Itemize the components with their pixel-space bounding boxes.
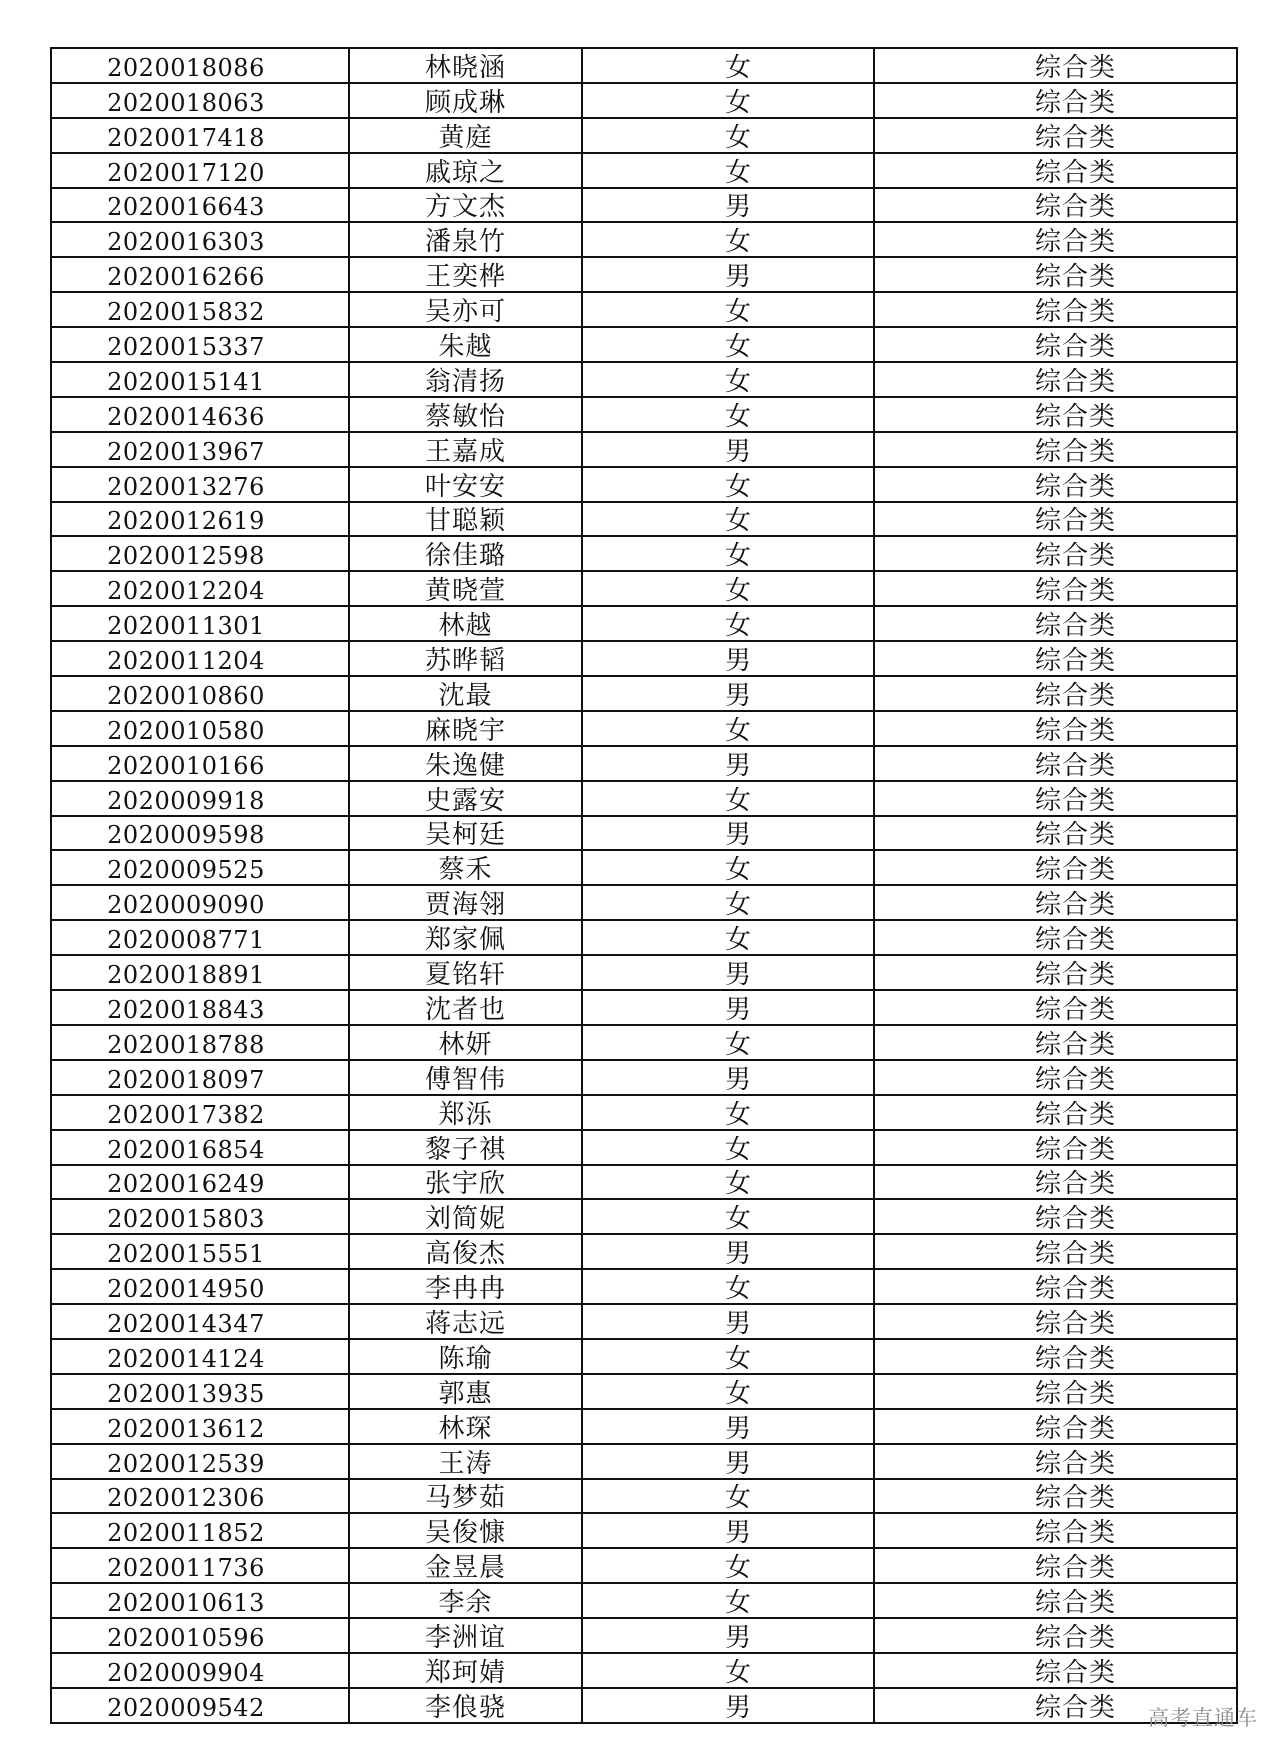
gender-cell: 男 <box>582 955 874 990</box>
student-name-cell: 戚琼之 <box>349 153 582 188</box>
student-name-cell: 李余 <box>349 1583 582 1618</box>
student-name-cell: 贾海翎 <box>349 885 582 920</box>
gender-cell: 男 <box>582 676 874 711</box>
table-row <box>51 746 1237 781</box>
student-name-cell: 顾成琳 <box>349 83 582 118</box>
gender-cell: 女 <box>582 1025 874 1060</box>
student-name-cell: 黎子祺 <box>349 1130 582 1165</box>
student-id-cell: 2020015803 <box>51 1199 349 1234</box>
table-row <box>51 990 1237 1025</box>
student-name-cell: 沈最 <box>349 676 582 711</box>
table-row <box>51 1304 1237 1339</box>
student-id-cell: 2020012619 <box>51 502 349 537</box>
category-cell: 综合类 <box>874 153 1237 188</box>
category-cell: 综合类 <box>874 1688 1237 1723</box>
student-name-cell: 吴柯廷 <box>349 816 582 851</box>
student-name-cell: 王奕桦 <box>349 257 582 292</box>
student-id-cell: 2020011736 <box>51 1548 349 1583</box>
student-name-cell: 吴俊慷 <box>349 1513 582 1548</box>
gender-cell: 男 <box>582 1618 874 1653</box>
category-cell: 综合类 <box>874 1583 1237 1618</box>
category-cell: 综合类 <box>874 362 1237 397</box>
student-name-cell: 苏晔韬 <box>349 641 582 676</box>
category-cell: 综合类 <box>874 1409 1237 1444</box>
table-row <box>51 1199 1237 1234</box>
gender-cell: 男 <box>582 432 874 467</box>
gender-cell: 女 <box>582 48 874 83</box>
gender-cell: 男 <box>582 257 874 292</box>
gender-cell: 女 <box>582 83 874 118</box>
student-id-cell: 2020014636 <box>51 397 349 432</box>
student-id-cell: 2020017120 <box>51 153 349 188</box>
category-cell: 综合类 <box>874 990 1237 1025</box>
table-row <box>51 1269 1237 1304</box>
category-cell: 综合类 <box>874 1548 1237 1583</box>
student-name-cell: 沈者也 <box>349 990 582 1025</box>
category-cell: 综合类 <box>874 118 1237 153</box>
category-cell: 综合类 <box>874 955 1237 990</box>
table-row <box>51 885 1237 920</box>
category-cell: 综合类 <box>874 188 1237 223</box>
gender-cell: 女 <box>582 327 874 362</box>
category-cell: 综合类 <box>874 571 1237 606</box>
student-id-cell: 2020014124 <box>51 1339 349 1374</box>
category-cell: 综合类 <box>874 1269 1237 1304</box>
category-cell: 综合类 <box>874 432 1237 467</box>
table-row <box>51 1409 1237 1444</box>
gender-cell: 男 <box>582 1060 874 1095</box>
gender-cell: 女 <box>582 606 874 641</box>
table-row <box>51 606 1237 641</box>
student-id-cell: 2020010596 <box>51 1618 349 1653</box>
gender-cell: 男 <box>582 188 874 223</box>
student-id-cell: 2020009525 <box>51 850 349 885</box>
category-cell: 综合类 <box>874 1130 1237 1165</box>
student-id-cell: 2020012204 <box>51 571 349 606</box>
student-name-cell: 王涛 <box>349 1444 582 1479</box>
student-name-cell: 叶安安 <box>349 467 582 502</box>
gender-cell: 男 <box>582 641 874 676</box>
category-cell: 综合类 <box>874 467 1237 502</box>
student-name-cell: 林晓涵 <box>349 48 582 83</box>
category-cell: 综合类 <box>874 1165 1237 1200</box>
category-cell: 综合类 <box>874 1339 1237 1374</box>
student-id-cell: 2020016249 <box>51 1165 349 1200</box>
category-cell: 综合类 <box>874 1304 1237 1339</box>
student-name-cell: 甘聪颖 <box>349 502 582 537</box>
student-name-cell: 朱逸健 <box>349 746 582 781</box>
gender-cell: 女 <box>582 292 874 327</box>
student-id-cell: 2020013967 <box>51 432 349 467</box>
table-row <box>51 1025 1237 1060</box>
gender-cell: 女 <box>582 1199 874 1234</box>
student-id-cell: 2020018086 <box>51 48 349 83</box>
student-id-cell: 2020009542 <box>51 1688 349 1723</box>
gender-cell: 女 <box>582 920 874 955</box>
table-row <box>51 118 1237 153</box>
gender-cell: 男 <box>582 816 874 851</box>
category-cell: 综合类 <box>874 257 1237 292</box>
gender-cell: 男 <box>582 1513 874 1548</box>
watermark-text: 高考直通车 <box>1148 1706 1258 1730</box>
student-name-cell: 陈瑜 <box>349 1339 582 1374</box>
category-cell: 综合类 <box>874 1513 1237 1548</box>
table-row <box>51 188 1237 223</box>
category-cell: 综合类 <box>874 1374 1237 1409</box>
table-row <box>51 571 1237 606</box>
student-id-cell: 2020012598 <box>51 536 349 571</box>
student-id-cell: 2020015337 <box>51 327 349 362</box>
table-row <box>51 153 1237 188</box>
category-cell: 综合类 <box>874 816 1237 851</box>
student-id-cell: 2020011204 <box>51 641 349 676</box>
student-id-cell: 2020018788 <box>51 1025 349 1060</box>
student-id-cell: 2020009918 <box>51 781 349 816</box>
student-name-cell: 方文杰 <box>349 188 582 223</box>
student-name-cell: 林越 <box>349 606 582 641</box>
student-name-cell: 潘泉竹 <box>349 222 582 257</box>
gender-cell: 女 <box>582 397 874 432</box>
student-id-cell: 2020016643 <box>51 188 349 223</box>
category-cell: 综合类 <box>874 292 1237 327</box>
student-id-cell: 2020017382 <box>51 1095 349 1130</box>
table-row <box>51 257 1237 292</box>
table-row <box>51 48 1237 83</box>
table-row <box>51 1548 1237 1583</box>
gender-cell: 女 <box>582 1653 874 1688</box>
gender-cell: 女 <box>582 153 874 188</box>
student-id-cell: 2020015141 <box>51 362 349 397</box>
student-name-cell: 张宇欣 <box>349 1165 582 1200</box>
gender-cell: 女 <box>582 502 874 537</box>
category-cell: 综合类 <box>874 83 1237 118</box>
student-name-cell: 黄庭 <box>349 118 582 153</box>
category-cell: 综合类 <box>874 48 1237 83</box>
gender-cell: 男 <box>582 1688 874 1723</box>
table-row <box>51 1060 1237 1095</box>
gender-cell: 女 <box>582 1269 874 1304</box>
category-cell: 综合类 <box>874 1199 1237 1234</box>
student-name-cell: 李俍骁 <box>349 1688 582 1723</box>
category-cell: 综合类 <box>874 711 1237 746</box>
student-id-cell: 2020009598 <box>51 816 349 851</box>
gender-cell: 女 <box>582 1130 874 1165</box>
gender-cell: 女 <box>582 1165 874 1200</box>
table-row <box>51 955 1237 990</box>
student-id-cell: 2020010613 <box>51 1583 349 1618</box>
table-row <box>51 1339 1237 1374</box>
student-id-cell: 2020018843 <box>51 990 349 1025</box>
category-cell: 综合类 <box>874 850 1237 885</box>
student-id-cell: 2020010860 <box>51 676 349 711</box>
student-name-cell: 马梦茹 <box>349 1479 582 1514</box>
student-name-cell: 王嘉成 <box>349 432 582 467</box>
roster-sheet <box>50 47 1236 1724</box>
student-name-cell: 李洲谊 <box>349 1618 582 1653</box>
student-name-cell: 蒋志远 <box>349 1304 582 1339</box>
student-name-cell: 翁清扬 <box>349 362 582 397</box>
category-cell: 综合类 <box>874 1618 1237 1653</box>
category-cell: 综合类 <box>874 397 1237 432</box>
table-row <box>51 1618 1237 1653</box>
student-id-cell: 2020016266 <box>51 257 349 292</box>
gender-cell: 女 <box>582 1339 874 1374</box>
student-name-cell: 林琛 <box>349 1409 582 1444</box>
table-row <box>51 676 1237 711</box>
student-name-cell: 郑珂婧 <box>349 1653 582 1688</box>
category-cell: 综合类 <box>874 222 1237 257</box>
category-cell: 综合类 <box>874 676 1237 711</box>
student-id-cell: 2020018097 <box>51 1060 349 1095</box>
table-row <box>51 1374 1237 1409</box>
category-cell: 综合类 <box>874 1444 1237 1479</box>
table-row <box>51 1513 1237 1548</box>
category-cell: 综合类 <box>874 641 1237 676</box>
student-name-cell: 夏铭轩 <box>349 955 582 990</box>
category-cell: 综合类 <box>874 1095 1237 1130</box>
table-row <box>51 781 1237 816</box>
student-id-cell: 2020012306 <box>51 1479 349 1514</box>
student-id-cell: 2020013612 <box>51 1409 349 1444</box>
student-name-cell: 林妍 <box>349 1025 582 1060</box>
table-row <box>51 362 1237 397</box>
student-name-cell: 高俊杰 <box>349 1234 582 1269</box>
gender-cell: 女 <box>582 362 874 397</box>
student-name-cell: 刘简妮 <box>349 1199 582 1234</box>
student-name-cell: 郑泺 <box>349 1095 582 1130</box>
category-cell: 综合类 <box>874 1479 1237 1514</box>
category-cell: 综合类 <box>874 327 1237 362</box>
table-row <box>51 816 1237 851</box>
student-id-cell: 2020010580 <box>51 711 349 746</box>
gender-cell: 女 <box>582 1548 874 1583</box>
student-id-cell: 2020014347 <box>51 1304 349 1339</box>
table-row <box>51 1653 1237 1688</box>
student-id-cell: 2020012539 <box>51 1444 349 1479</box>
table-row <box>51 711 1237 746</box>
table-row <box>51 850 1237 885</box>
table-row <box>51 83 1237 118</box>
category-cell: 综合类 <box>874 920 1237 955</box>
gender-cell: 女 <box>582 222 874 257</box>
student-id-cell: 2020009904 <box>51 1653 349 1688</box>
table-row <box>51 292 1237 327</box>
student-id-cell: 2020014950 <box>51 1269 349 1304</box>
table-row <box>51 1583 1237 1618</box>
student-name-cell: 郑家佩 <box>349 920 582 955</box>
student-name-cell: 徐佳璐 <box>349 536 582 571</box>
category-cell: 综合类 <box>874 606 1237 641</box>
table-row <box>51 920 1237 955</box>
gender-cell: 女 <box>582 781 874 816</box>
student-id-cell: 2020009090 <box>51 885 349 920</box>
student-id-cell: 2020011852 <box>51 1513 349 1548</box>
student-id-cell: 2020018891 <box>51 955 349 990</box>
gender-cell: 男 <box>582 990 874 1025</box>
student-id-cell: 2020010166 <box>51 746 349 781</box>
roster-table-body <box>51 48 1237 1723</box>
gender-cell: 女 <box>582 885 874 920</box>
gender-cell: 男 <box>582 1304 874 1339</box>
table-row <box>51 1688 1237 1723</box>
gender-cell: 女 <box>582 1583 874 1618</box>
gender-cell: 女 <box>582 1479 874 1514</box>
gender-cell: 女 <box>582 850 874 885</box>
gender-cell: 男 <box>582 1409 874 1444</box>
table-row <box>51 536 1237 571</box>
student-id-cell: 2020013935 <box>51 1374 349 1409</box>
student-id-cell: 2020011301 <box>51 606 349 641</box>
student-id-cell: 2020018063 <box>51 83 349 118</box>
gender-cell: 女 <box>582 1374 874 1409</box>
student-name-cell: 史露安 <box>349 781 582 816</box>
student-name-cell: 金昱晨 <box>349 1548 582 1583</box>
table-row <box>51 1479 1237 1514</box>
gender-cell: 男 <box>582 746 874 781</box>
gender-cell: 女 <box>582 536 874 571</box>
student-name-cell: 吴亦可 <box>349 292 582 327</box>
student-name-cell: 蔡禾 <box>349 850 582 885</box>
student-name-cell: 郭惠 <box>349 1374 582 1409</box>
student-name-cell: 朱越 <box>349 327 582 362</box>
roster-table <box>50 47 1238 1724</box>
table-row <box>51 467 1237 502</box>
category-cell: 综合类 <box>874 1234 1237 1269</box>
table-row <box>51 1444 1237 1479</box>
gender-cell: 女 <box>582 711 874 746</box>
gender-cell: 男 <box>582 1234 874 1269</box>
student-name-cell: 蔡敏怡 <box>349 397 582 432</box>
table-row <box>51 1130 1237 1165</box>
student-id-cell: 2020016854 <box>51 1130 349 1165</box>
student-id-cell: 2020015832 <box>51 292 349 327</box>
table-row <box>51 327 1237 362</box>
category-cell: 综合类 <box>874 1060 1237 1095</box>
student-id-cell: 2020016303 <box>51 222 349 257</box>
table-row <box>51 432 1237 467</box>
student-name-cell: 黄晓萱 <box>349 571 582 606</box>
table-row <box>51 1095 1237 1130</box>
gender-cell: 女 <box>582 571 874 606</box>
category-cell: 综合类 <box>874 1025 1237 1060</box>
student-id-cell: 2020013276 <box>51 467 349 502</box>
category-cell: 综合类 <box>874 885 1237 920</box>
student-name-cell: 麻晓宇 <box>349 711 582 746</box>
gender-cell: 女 <box>582 467 874 502</box>
category-cell: 综合类 <box>874 746 1237 781</box>
student-id-cell: 2020017418 <box>51 118 349 153</box>
gender-cell: 女 <box>582 118 874 153</box>
gender-cell: 男 <box>582 1444 874 1479</box>
gender-cell: 女 <box>582 1095 874 1130</box>
table-row <box>51 502 1237 537</box>
table-row <box>51 397 1237 432</box>
table-row <box>51 641 1237 676</box>
category-cell: 综合类 <box>874 781 1237 816</box>
student-id-cell: 2020015551 <box>51 1234 349 1269</box>
category-cell: 综合类 <box>874 536 1237 571</box>
category-cell: 综合类 <box>874 1653 1237 1688</box>
student-id-cell: 2020008771 <box>51 920 349 955</box>
table-row <box>51 222 1237 257</box>
table-row <box>51 1165 1237 1200</box>
category-cell: 综合类 <box>874 502 1237 537</box>
student-name-cell: 李冉冉 <box>349 1269 582 1304</box>
table-row <box>51 1234 1237 1269</box>
student-name-cell: 傅智伟 <box>349 1060 582 1095</box>
